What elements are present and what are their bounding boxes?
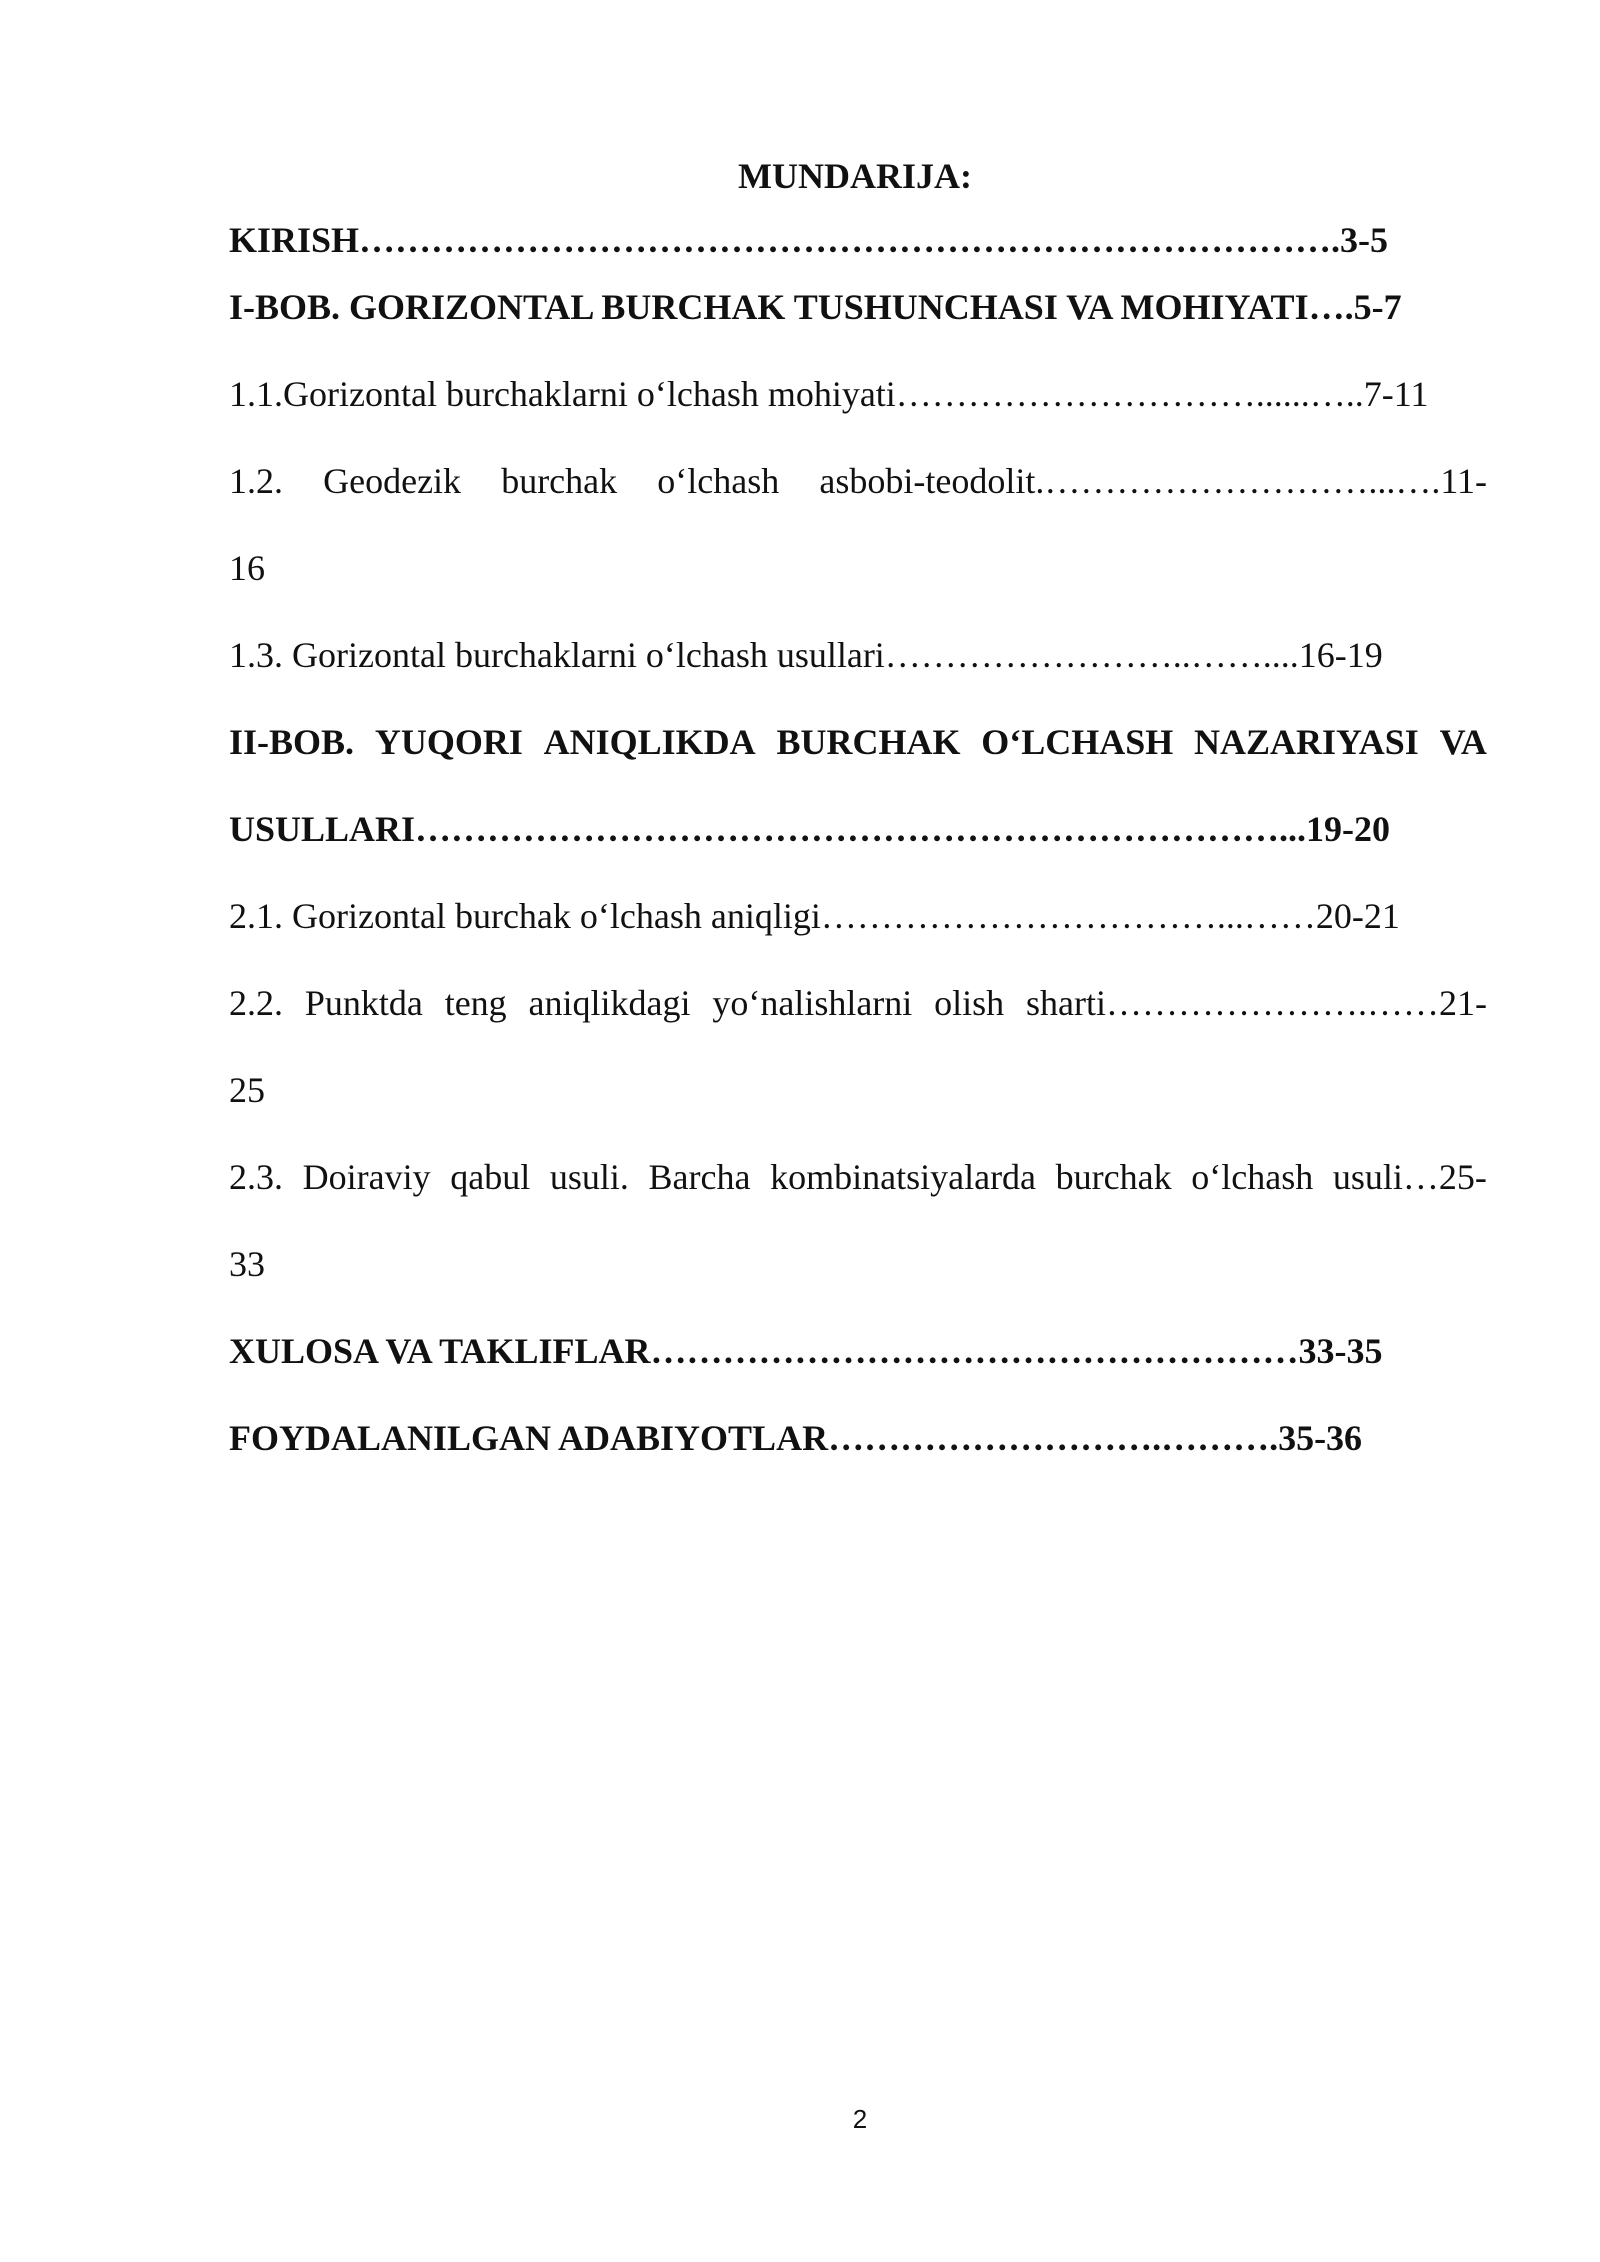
toc-word: II-BOB. (229, 722, 355, 762)
toc-word: YUQORI (374, 722, 523, 762)
toc-word: o‘lchash (1191, 1157, 1314, 1197)
toc-word: O‘LCHASH (981, 722, 1174, 762)
toc-word: olish (934, 983, 1005, 1023)
toc-entry-section-1-2-pages: 16 (229, 548, 265, 588)
toc-word: burchak (1055, 1157, 1172, 1197)
toc-heading: MUNDARIJA: (738, 156, 972, 196)
toc-word: BURCHAK (776, 722, 961, 762)
toc-word: 1.2. (229, 461, 283, 501)
toc-word: o‘lchash (657, 461, 780, 501)
toc-word: 2.2. (229, 983, 283, 1023)
toc-word: usuli. (549, 1157, 629, 1197)
toc-entry-section-2-2 (229, 977, 1487, 1029)
toc-word: sharti………………….……21- (1026, 983, 1487, 1023)
toc-word: usuli…25- (1332, 1157, 1487, 1197)
toc-word: Punktda (304, 983, 423, 1023)
toc-entry-section-2-1: 2.1. Gorizontal burchak o‘lchash aniqligi……………………………...……20-21 (229, 896, 1400, 936)
toc-entry-references: FOYDALANILGAN ADABIYOTLAR……………………….……….35-36 (229, 1418, 1363, 1458)
toc-entry-section-2-3 (229, 1151, 1487, 1203)
toc-word: NAZARIYASI (1194, 722, 1419, 762)
toc-word: teng (444, 983, 507, 1023)
toc-entry-section-1-3: 1.3. Gorizontal burchaklarni o‘lchash usullari……………………..……....16-19 (229, 635, 1383, 675)
toc-word: burchak (501, 461, 618, 501)
toc-word: Geodezik (323, 461, 462, 501)
toc-entry-chapter-1: I-BOB. GORIZONTAL BURCHAK TUSHUNCHASI VA MOHIYATI….5-7 (229, 287, 1402, 327)
toc-word: qabul (450, 1157, 531, 1197)
toc-word: 2.3. (229, 1157, 283, 1197)
toc-entry-conclusion: XULOSA VA TAKLIFLAR………………………………………………33-35 (229, 1331, 1383, 1371)
toc-entry-section-1-1: 1.1.Gorizontal burchaklarni o‘lchash mohiyati…………………………......…..7-11 (229, 374, 1429, 414)
toc-word: ANIQLIKDA (543, 722, 756, 762)
toc-word: kombinatsiyalarda (770, 1157, 1037, 1197)
toc-entry-section-2-2-pages: 25 (229, 1070, 265, 1110)
page-number: 2 (852, 2104, 868, 2134)
toc-entry-section-2-3-pages: 33 (229, 1244, 265, 1284)
toc-word: Barcha (648, 1157, 751, 1197)
toc-word: VA (1439, 722, 1487, 762)
toc-word: yo‘nalishlarni (712, 983, 913, 1023)
toc-word: Doiraviy (302, 1157, 431, 1197)
toc-entry-section-1-2 (229, 455, 1487, 507)
toc-word: aniqlikdagi (528, 983, 691, 1023)
toc-entry-chapter-2 (229, 716, 1487, 768)
toc-entry-chapter-2-cont: USULLARI………………………………………………………………...19-20 (229, 809, 1391, 849)
toc-entry-kirish: KIRISH……………………………………………………………………….3-5 (229, 220, 1389, 260)
toc-word: asbobi-teodolit.………………………...….11- (819, 461, 1487, 501)
